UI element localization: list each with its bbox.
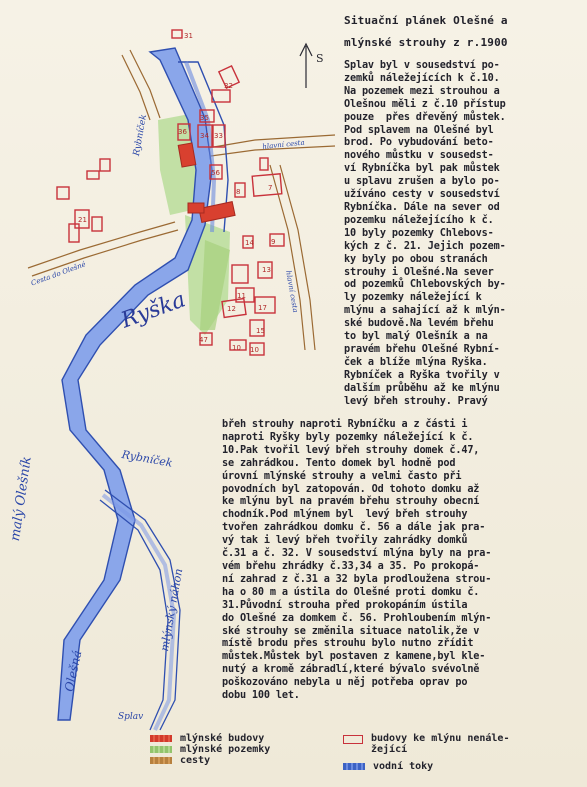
text-line: č.31 a č. 32. V sousedství mlýna byly na pra- (222, 548, 492, 560)
text-line: ha o 80 m a ústila do Olešné proti domku č. (222, 586, 480, 598)
text-line: Na pozemek mezi strouhou a (344, 85, 500, 97)
text-line: nového můstku v sousedst- (344, 150, 494, 162)
text-line: ly pozemky náležející k (344, 292, 482, 304)
legend-roads (150, 755, 210, 766)
text-line: Splav byl v sousedství po- (344, 60, 500, 71)
text-line: můstek.Můstek byl postaven z kamene,byl kle- (222, 651, 486, 663)
legend-mill-buildings (150, 733, 264, 744)
text-line: Rybníček a Ryška tvořily v (344, 369, 500, 381)
label-mlynsky-nahon: mlýnský náhon (158, 567, 186, 653)
text-line: 10 byly pozemky Chlebovs- (344, 227, 494, 239)
label-rybnicek: Rybníček (120, 448, 174, 470)
legend-water (343, 761, 433, 772)
text-line: to byl malý Olešník a na (344, 331, 488, 343)
text-line: pouze přes dřevěný můstek. (344, 111, 506, 123)
text-line: ček a blíže mlýna Ryška. (344, 356, 488, 368)
number-33: 33 (214, 132, 223, 140)
label-olesna: Olešná (62, 649, 85, 693)
legend-label: mlýnské budovy (180, 733, 265, 744)
text-line: ky byly po obou stranách (344, 253, 488, 265)
legend-label: vodní toky (373, 761, 434, 772)
text-line: pozemku náležejícího k č. (344, 214, 494, 226)
mill-building-swatch (150, 735, 172, 742)
map-legend (150, 733, 580, 783)
text-line: ní zahrad z č.31 a 32 byla prodloužena strou- (222, 573, 492, 585)
text-line: zemků náležejících k č.10. (344, 72, 500, 84)
number-56: 56 (211, 169, 220, 177)
text-line: poškozováno nebyla u něj potřeba oprav po (222, 677, 468, 689)
number-36: 36 (178, 128, 187, 136)
number-34: 34 (200, 132, 209, 140)
title-line-2: mlýnské strouhy z r.1900 (344, 36, 508, 49)
label-road-left: Cesta do Olešné (30, 260, 87, 288)
mill-land-swatch (150, 746, 172, 753)
label-ryska: Ryška (118, 287, 189, 334)
text-line: nutý a kromě zábradlí,které bývalo svévolně (222, 664, 480, 676)
text-line: tvořen zahrádkou domku č. 56 a dále jak pra- (222, 522, 486, 534)
label-road-right: hlavní cesta (284, 270, 300, 314)
text-line: kých z č. 21. Jejich pozem- (344, 240, 506, 252)
number-12: 12 (227, 305, 236, 313)
text-column-right (344, 60, 506, 408)
text-line: strouhy i Olešné.Na sever (344, 266, 494, 278)
road-swatch (150, 757, 172, 764)
legend-label: cesty (180, 755, 211, 766)
number-15: 15 (256, 327, 265, 335)
text-line: do Olešné za domkem č. 56. Prohloubením mlýn- (222, 612, 492, 624)
text-line: Rybníčka. Dále na sever od (344, 201, 500, 213)
label-splav: Splav (118, 712, 144, 722)
text-line: se zahrádkou. Tento domek byl hodně pod (222, 457, 456, 469)
number-11: 11 (237, 292, 246, 300)
number-21: 21 (78, 216, 87, 224)
label-road-top: hlavní cesta (262, 138, 306, 151)
number-8: 8 (236, 188, 241, 196)
text-line: od pozemků Chlebovských by- (344, 279, 506, 291)
legend-label: mlýnské pozemky (180, 744, 271, 755)
text-line: povodních byl zatopován. Od tohoto domku až (222, 483, 480, 495)
number-17: 17 (258, 304, 267, 312)
text-line: místě brodu přes strouhu bylo nutno zřídit (222, 638, 474, 650)
text-line: ke mlýnu byl na pravém břehu strouhy obecní (222, 496, 480, 508)
text-line: Pod splavem na Olešné byl (344, 124, 494, 136)
text-line: vém břehu zhrádky č.33,34 a 35. Po prokopá- (222, 560, 480, 572)
other-building-swatch (343, 735, 363, 744)
label-rybnicek-vertical: Rybníček (132, 113, 150, 157)
number-9: 9 (271, 238, 276, 246)
text-line: chodník.Pod mlýnem byl levý břeh strouhy (222, 509, 468, 521)
text-line: ské strouhy se změnila situace natolik,že v (222, 625, 480, 637)
text-line: levý břeh strouhy. Pravý (344, 395, 488, 407)
number-10a: 10 (232, 344, 241, 352)
document-title (344, 10, 508, 54)
label-maly-olesnik: malý Olešník (8, 455, 35, 543)
text-line: pravém břehu Olešné Rybní- (344, 343, 500, 355)
text-line: dalším průběhu až ke mlýnu (344, 382, 500, 394)
number-7: 7 (268, 184, 273, 192)
text-line: Olešnou měli z č.10 přístup (344, 98, 506, 110)
text-line: 10.Pak tvořil levý břeh strouhy domek č.47, (222, 444, 480, 456)
text-line: vý tak i levý břeh tvořily zahrádky domků (222, 535, 468, 547)
water-swatch (343, 763, 365, 770)
legend-label: budovy ke mlýnu nenále- žející (371, 733, 510, 755)
compass-label: S (316, 52, 324, 65)
text-line: mlýnu a sahající až k mlýn- (344, 305, 506, 317)
text-line: užíváno cesty v sousedství (344, 189, 500, 201)
legend-other-buildings (343, 733, 509, 755)
number-13: 13 (262, 266, 271, 274)
number-14: 14 (245, 239, 254, 247)
text-line: u splavu zrušen a bylo po- (344, 176, 500, 188)
text-line: dobu 100 let. (222, 690, 300, 702)
text-line: úrovní mlýnské strouhy a velmi často při (222, 470, 462, 482)
title-line-1: Situační plánek Olešné a (344, 14, 508, 27)
compass-arrow (300, 44, 312, 88)
text-line: brod. Po vybudování beto- (344, 137, 494, 149)
legend-mill-land (150, 744, 270, 755)
text-line: břeh strouhy naproti Rybníčku a z části i (222, 419, 468, 430)
number-47: 47 (199, 336, 208, 344)
number-31: 31 (184, 32, 193, 40)
text-line: ské budově.Na levém břehu (344, 318, 494, 330)
watercourses (58, 48, 228, 730)
text-line: ví Rybníčka byl pak můstek (344, 163, 500, 175)
number-35: 35 (200, 114, 209, 122)
number-32: 32 (224, 82, 233, 90)
text-paragraph-bottom (222, 419, 491, 703)
text-line: naproti Ryšky byly pozemky náležející k č. (222, 431, 474, 443)
text-line: 31.Původní strouha před prokopáním ústila (222, 599, 468, 611)
number-10b: 10 (250, 346, 259, 354)
